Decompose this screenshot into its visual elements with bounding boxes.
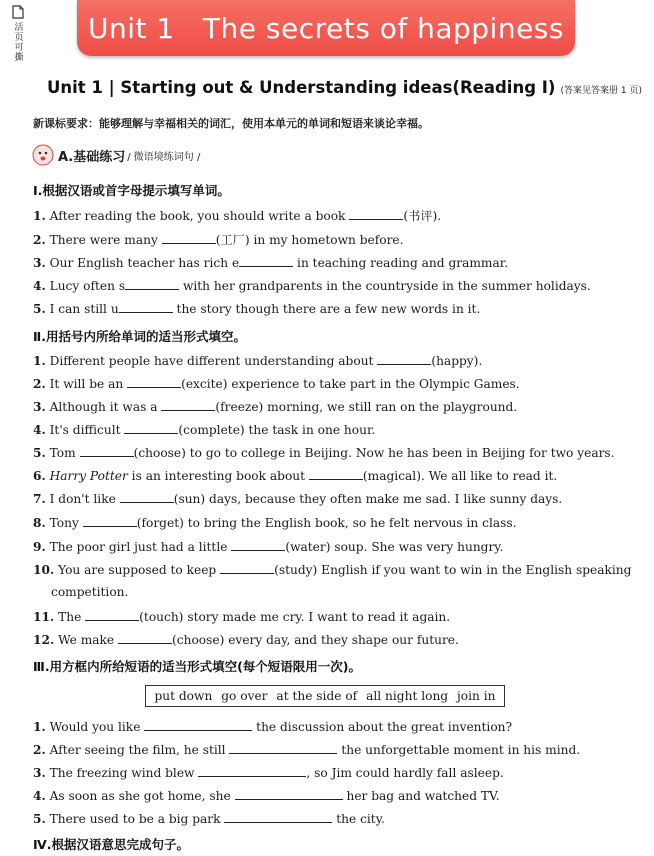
phrase: put down [154, 689, 213, 703]
answer-blank[interactable] [235, 787, 343, 800]
section-a-subtitle: / 微语境练词句 / [127, 151, 201, 163]
banner-title: Unit 1 The secrets of happiness [88, 11, 564, 45]
list-item: 2. It will be an (excite) experience to take part in the Olympic Games. [33, 377, 520, 391]
answer-blank[interactable] [119, 300, 173, 313]
phrase: join in [457, 689, 496, 703]
phrase-box [145, 685, 505, 707]
part2-heading: Ⅱ.用括号内所给单词的适当形式填空。 [33, 329, 246, 344]
answer-blank[interactable] [85, 608, 139, 621]
answer-blank[interactable] [144, 718, 252, 731]
answer-blank[interactable] [120, 490, 174, 503]
list-item: 3. Although it was a (freeze) morning, we still ran on the playground. [33, 400, 518, 414]
answer-blank[interactable] [239, 254, 293, 267]
answer-blank[interactable] [83, 514, 137, 527]
lesson-title-text: Unit 1 | Starting out & Understanding ideas(Reading Ⅰ) [47, 78, 556, 97]
answer-blank[interactable] [162, 231, 216, 244]
part1-heading: Ⅰ.根据汉语或首字母提示填写单词。 [33, 183, 230, 198]
section-a-header [32, 144, 200, 166]
answer-blank[interactable] [220, 561, 274, 574]
cartoon-face-icon [32, 144, 54, 166]
list-item-continuation: competition. [51, 585, 129, 599]
answer-blank[interactable] [80, 444, 134, 457]
list-item: 1. Would you like the discussion about the great invention? [33, 720, 513, 734]
list-item: 6. Harry Potter is an interesting book about (magical). We all like to read it. [33, 469, 558, 483]
list-item: 7. I don't like (sun) days, because they often make me sad. I like sunny days. [33, 492, 563, 506]
answer-blank[interactable] [198, 764, 306, 777]
section-a-title: A.基础练习 [58, 149, 126, 165]
answer-blank[interactable] [127, 375, 181, 388]
list-item: 4. Lucy often s with her grandparents in the countryside in the summer holidays. [33, 279, 591, 293]
list-item: 4. It's difficult (complete) the task in one hour. [33, 423, 376, 437]
answer-blank[interactable] [229, 741, 337, 754]
tear-off-tag [8, 4, 28, 62]
answer-blank[interactable] [125, 277, 179, 290]
part3-heading: Ⅲ.用方框内所给短语的适当形式填空(每个短语限用一次)。 [33, 659, 361, 674]
lesson-title [47, 78, 647, 97]
answer-blank[interactable] [377, 352, 431, 365]
phrase: go over [221, 689, 268, 703]
list-item: 8. Tony (forget) to bring the English book, so he felt nervous in class. [33, 516, 517, 530]
hand-tear-icon [10, 4, 26, 20]
answer-blank[interactable] [309, 467, 363, 480]
list-item: 3. The freezing wind blew , so Jim could hardly fall asleep. [33, 766, 504, 780]
phrase: at the side of [276, 689, 358, 703]
answer-blank[interactable] [231, 538, 285, 551]
list-item: 5. I can still u the story though there are a few new words in it. [33, 302, 481, 316]
answer-blank[interactable] [161, 398, 215, 411]
answer-blank[interactable] [124, 421, 178, 434]
curriculum-standard: 新课标要求：能够理解与幸福相关的词汇，使用本单元的单词和短语来谈论幸福。 [33, 117, 429, 130]
list-item: 2. There were many (工厂) in my hometown before. [33, 233, 404, 247]
list-item: 5. Tom (choose) to go to college in Beijing. Now he has been in Beijing for two years. [33, 446, 615, 460]
list-item: 12. We make (choose) every day, and they shape our future. [33, 633, 459, 647]
list-item: 1. After reading the book, you should write a book (书评). [33, 209, 442, 223]
side-label: 活页可撕 [12, 22, 23, 62]
list-item: 3. Our English teacher has rich e in teaching reading and grammar. [33, 256, 509, 270]
answer-note: (答案见答案册 1 页) [560, 86, 643, 96]
phrase: all night long [366, 689, 449, 703]
list-item: 2. After seeing the film, he still the unforgettable moment in his mind. [33, 743, 581, 757]
list-item: 4. As soon as she got home, she her bag and watched TV. [33, 789, 500, 803]
list-item: 10. You are supposed to keep (study) English if you want to win in the English speaking [33, 563, 632, 577]
part4-heading: Ⅳ.根据汉语意思完成句子。 [33, 837, 189, 852]
answer-blank[interactable] [349, 207, 403, 220]
list-item: 9. The poor girl just had a little (water) soup. She was very hungry. [33, 540, 504, 554]
list-item: 11. The (touch) story made me cry. I want to read it again. [33, 610, 451, 624]
unit-banner [77, 0, 575, 56]
answer-blank[interactable] [224, 810, 332, 823]
list-item: 5. There used to be a big park the city. [33, 812, 385, 826]
answer-blank[interactable] [118, 631, 172, 644]
list-item: 1. Different people have different understanding about (happy). [33, 354, 483, 368]
